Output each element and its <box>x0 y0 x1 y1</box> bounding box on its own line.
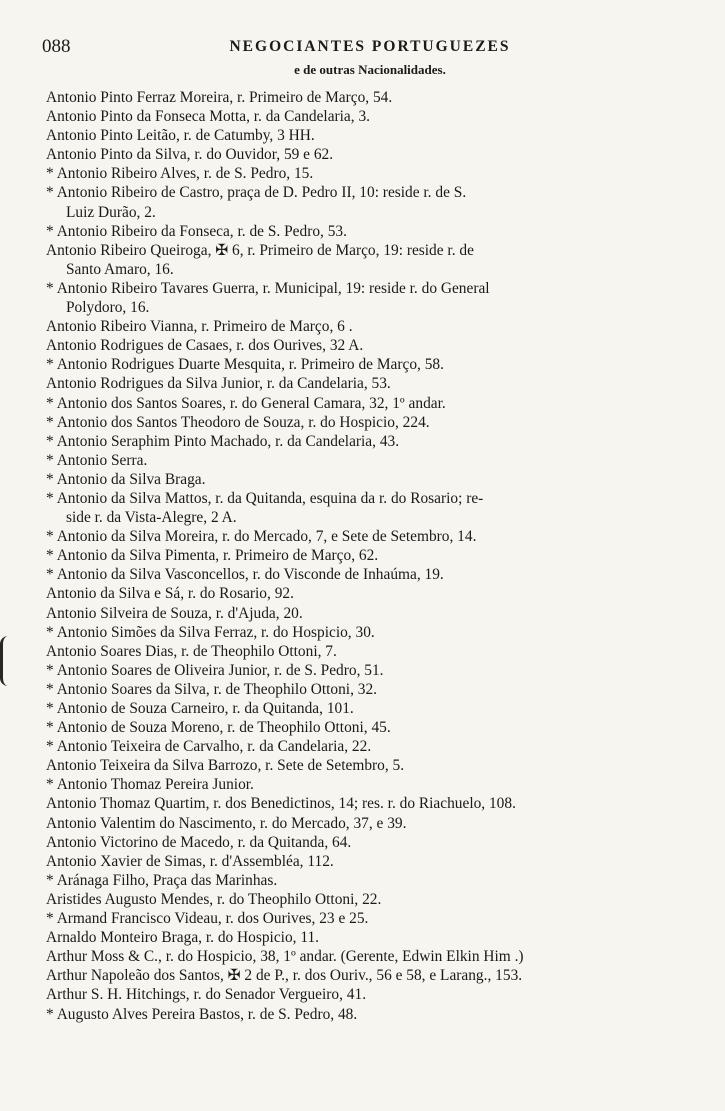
list-item: Antonio Thomaz Quartim, r. dos Benedictinos, 14; res. r. do Riachuelo, 108. <box>46 795 516 813</box>
list-item: Arthur Napoleão dos Santos, ✠ 2 de P., r. dos Ouriv., 56 e 58, e Larang., 153. <box>46 967 523 985</box>
list-item: * Antonio Thomaz Pereira Junior. <box>46 776 254 794</box>
list-item: * Antonio da Silva Moreira, r. do Mercado, 7, e Sete de Setembro, 14. <box>46 528 477 546</box>
list-item: * Antonio Simões da Silva Ferraz, r. do Hospicio, 30. <box>46 623 375 641</box>
list-item: * Antonio dos Santos Soares, r. do General Camara, 32, 1º andar. <box>46 394 446 412</box>
list-item: * Antonio da Silva Braga. <box>46 470 206 488</box>
list-item: * Antonio Rodrigues Duarte Mesquita, r. Primeiro de Março, 58. <box>46 356 444 374</box>
margin-bracket-mark <box>0 636 9 686</box>
list-item: Antonio Ribeiro Queiroga, ✠ 6, r. Primeiro de Março, 19: reside r. de <box>46 241 474 259</box>
list-item: Arthur S. H. Hitchings, r. do Senador Vergueiro, 41. <box>46 986 367 1004</box>
list-item-continuation: Polydoro, 16. <box>66 299 150 317</box>
list-item: * Augusto Alves Pereira Bastos, r. de S. Pedro, 48. <box>46 1005 358 1023</box>
page-title: NEGOCIANTES PORTUGUEZES <box>229 38 511 55</box>
list-item: * Antonio dos Santos Theodoro de Souza, r. do Hospicio, 224. <box>46 413 430 431</box>
list-item: Antonio Pinto da Silva, r. do Ouvidor, 59 e 62. <box>46 146 334 164</box>
list-item: * Antonio da Silva Pimenta, r. Primeiro de Março, 62. <box>46 547 379 565</box>
list-item: * Antonio Ribeiro de Castro, praça de D. Pedro II, 10: reside r. de S. <box>46 184 467 202</box>
merchant-list <box>46 88 686 1024</box>
list-item: * Antonio Soares da Silva, r. de Theophilo Ottoni, 32. <box>46 680 378 698</box>
list-item: Antonio da Silva e Sá, r. do Rosario, 92. <box>46 585 294 603</box>
list-item-continuation: side r. da Vista-Alegre, 2 A. <box>66 509 237 527</box>
list-item: Antonio Silveira de Souza, r. d'Ajuda, 20. <box>46 604 303 622</box>
list-item: Antonio Valentim do Nascimento, r. do Mercado, 37, e 39. <box>46 814 407 832</box>
list-item-continuation: Luiz Durão, 2. <box>66 203 156 221</box>
list-item: Antonio Ribeiro Vianna, r. Primeiro de Março, 6 . <box>46 318 353 336</box>
list-item: Antonio Soares Dias, r. de Theophilo Ottoni, 7. <box>46 642 337 660</box>
list-item: Antonio Victorino de Macedo, r. da Quitanda, 64. <box>46 833 352 851</box>
list-item: * Antonio Soares de Oliveira Junior, r. de S. Pedro, 51. <box>46 661 384 679</box>
list-item: Antonio Teixeira da Silva Barrozo, r. Sete de Setembro, 5. <box>46 757 405 775</box>
list-item: Antonio Pinto da Fonseca Motta, r. da Candelaria, 3. <box>46 108 370 126</box>
list-item: * Antonio de Souza Carneiro, r. da Quitanda, 101. <box>46 700 354 717</box>
list-item: Antonio Xavier de Simas, r. d'Assembléa, 112. <box>46 852 334 870</box>
list-item: * Aránaga Filho, Praça das Marinhas. <box>46 871 278 889</box>
list-item: Antonio Rodrigues de Casaes, r. dos Ourives, 32 A. <box>46 337 364 355</box>
list-item: Aristides Augusto Mendes, r. do Theophilo Ottoni, 22. <box>46 890 382 908</box>
list-item: Arthur Moss & C., r. do Hospicio, 38, 1º andar. (Gerente, Edwin Elkin Him .) <box>46 948 524 966</box>
list-item: * Antonio da Silva Mattos, r. da Quitanda, esquina da r. do Rosario; re- <box>46 489 484 507</box>
list-item: * Antonio Ribeiro da Fonseca, r. de S. Pedro, 53. <box>46 222 347 240</box>
list-item: Antonio Rodrigues da Silva Junior, r. da Candelaria, 53. <box>46 375 391 393</box>
list-item: * Antonio Ribeiro Tavares Guerra, r. Municipal, 19: reside r. do General <box>46 279 490 297</box>
list-item: * Armand Francisco Videau, r. dos Ourives, 23 e 25. <box>46 910 369 928</box>
list-item: Arnaldo Monteiro Braga, r. do Hospicio, 11. <box>46 929 319 947</box>
list-item: * Antonio Seraphim Pinto Machado, r. da Candelaria, 43. <box>46 432 400 450</box>
list-item: Antonio Pinto Ferraz Moreira, r. Primeiro de Março, 54. <box>46 89 393 106</box>
list-item: Antonio Pinto Leitão, r. de Catumby, 3 HH. <box>46 127 315 145</box>
list-item: * Antonio da Silva Vasconcellos, r. do Visconde de Inhaúma, 19. <box>46 566 444 584</box>
list-item: * Antonio Teixeira de Carvalho, r. da Candelaria, 22. <box>46 738 372 756</box>
list-item-continuation: Santo Amaro, 16. <box>66 260 174 278</box>
list-item: * Antonio Ribeiro Alves, r. de S. Pedro, 15. <box>46 165 314 183</box>
page-number: 088 <box>42 36 71 57</box>
list-item: * Antonio de Souza Moreno, r. de Theophilo Ottoni, 45. <box>46 719 391 737</box>
page-subtitle: e de outras Nacionalidades. <box>294 62 446 77</box>
list-item: * Antonio Serra. <box>46 451 148 469</box>
